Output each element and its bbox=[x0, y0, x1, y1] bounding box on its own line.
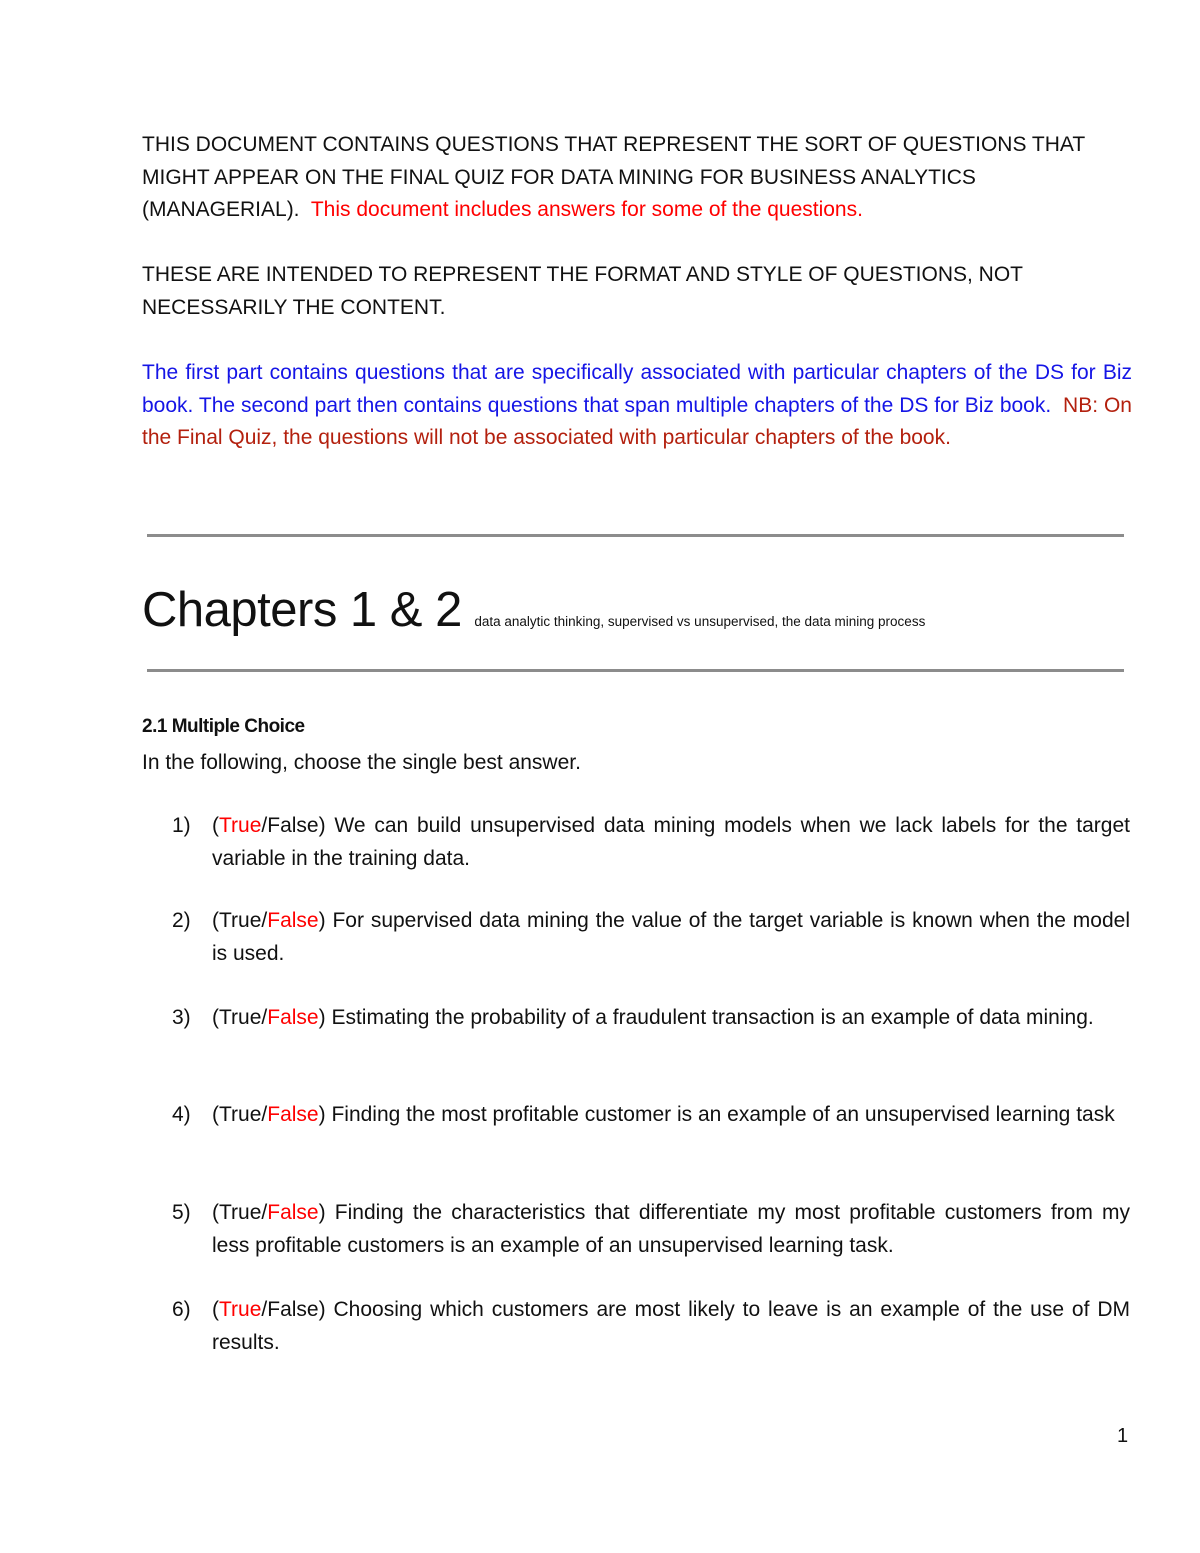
question-number: 4) bbox=[172, 1103, 191, 1126]
intro-paragraph bbox=[142, 129, 1132, 227]
option-separator: / bbox=[261, 1201, 268, 1224]
intro-text: THIS DOCUMENT CONTAINS QUESTIONS THAT REPRESENT THE SORT OF QUESTIONS THAT MIGHT APPEAR ON THE FINAL QUIZ FOR DATA MINING FOR BUSINESS ANALYTICS (MANAGERIAL). bbox=[142, 133, 1085, 221]
option-true: True bbox=[219, 1103, 262, 1126]
option-false: False bbox=[267, 909, 319, 932]
parts-note: The first part contains questions that are specifically associated with particular chapters of the DS for Biz book. The second part then contains questions that span multiple chapters of the DS for Biz book. bbox=[142, 361, 1132, 417]
option-separator: / bbox=[261, 1103, 268, 1126]
question-item bbox=[172, 1002, 1130, 1035]
option-separator: / bbox=[261, 909, 268, 932]
option-separator: / bbox=[261, 1298, 268, 1321]
question-text: For supervised data mining the value of the target variable is known when the model is used. bbox=[212, 909, 1130, 965]
option-false: False bbox=[267, 814, 319, 837]
nb-note: NB: On the Final Quiz, the questions will not be associated with particular chapters of the book. bbox=[142, 393, 1132, 449]
question-number: 5) bbox=[172, 1201, 191, 1224]
option-separator: / bbox=[261, 814, 268, 837]
chapter-heading bbox=[142, 582, 925, 638]
option-true: True bbox=[219, 814, 262, 837]
paren-open: ( bbox=[212, 1006, 219, 1029]
option-true: True bbox=[219, 909, 262, 932]
question-body bbox=[212, 1099, 1130, 1132]
question-body bbox=[212, 810, 1130, 875]
question-item bbox=[172, 1197, 1130, 1262]
paren-open: ( bbox=[212, 1103, 219, 1126]
option-true: True bbox=[219, 1006, 262, 1029]
question-text: Estimating the probability of a fraudulent transaction is an example of data mining. bbox=[331, 1006, 1094, 1029]
option-false: False bbox=[267, 1006, 319, 1029]
question-text: Finding the most profitable customer is an example of an unsupervised learning task bbox=[331, 1103, 1115, 1126]
question-number: 2) bbox=[172, 909, 191, 932]
question-body bbox=[212, 1002, 1130, 1035]
paren-close: ) bbox=[318, 1298, 326, 1321]
parts-paragraph bbox=[142, 357, 1132, 455]
divider-top bbox=[147, 534, 1124, 537]
paren-open: ( bbox=[212, 909, 219, 932]
format-note: THESE ARE INTENDED TO REPRESENT THE FORMAT AND STYLE OF QUESTIONS, NOT NECESSARILY THE CONTENT. bbox=[142, 263, 1023, 319]
paren-close: ) bbox=[318, 909, 326, 932]
page-number: 1 bbox=[1117, 1425, 1129, 1447]
question-body bbox=[212, 1294, 1130, 1359]
paren-close: ) bbox=[318, 814, 326, 837]
paren-close: ) bbox=[318, 1006, 326, 1029]
paren-open: ( bbox=[212, 1298, 219, 1321]
question-body bbox=[212, 905, 1130, 970]
section-title: 2.1 Multiple Choice bbox=[142, 716, 305, 737]
question-item bbox=[172, 905, 1130, 970]
option-false: False bbox=[267, 1201, 319, 1224]
question-text: Finding the characteristics that differentiate my most profitable customers from my less profitable customers is an example of an unsupervised learning task. bbox=[212, 1201, 1130, 1257]
section-intro: In the following, choose the single best answer. bbox=[142, 751, 581, 774]
question-number: 6) bbox=[172, 1298, 191, 1321]
question-text: Choosing which customers are most likely to leave is an example of the use of DM results. bbox=[212, 1298, 1130, 1354]
divider-bottom bbox=[147, 669, 1124, 672]
paren-close: ) bbox=[318, 1103, 326, 1126]
option-true: True bbox=[219, 1201, 262, 1224]
question-number: 3) bbox=[172, 1006, 191, 1029]
question-item bbox=[172, 1294, 1130, 1359]
question-number: 1) bbox=[172, 814, 191, 837]
chapter-subtitle: data analytic thinking, supervised vs unsupervised, the data mining process bbox=[474, 614, 926, 629]
chapter-title: Chapters 1 & 2 bbox=[142, 583, 462, 637]
question-item bbox=[172, 1099, 1130, 1132]
paren-open: ( bbox=[212, 1201, 219, 1224]
option-false: False bbox=[267, 1298, 319, 1321]
question-body bbox=[212, 1197, 1130, 1262]
paren-close: ) bbox=[318, 1201, 326, 1224]
option-separator: / bbox=[261, 1006, 268, 1029]
paren-open: ( bbox=[212, 814, 219, 837]
question-text: We can build unsupervised data mining models when we lack labels for the target variable in the training data. bbox=[212, 814, 1130, 870]
answers-note: This document includes answers for some of the questions. bbox=[310, 198, 863, 221]
option-true: True bbox=[219, 1298, 262, 1321]
question-item bbox=[172, 810, 1130, 875]
option-false: False bbox=[267, 1103, 319, 1126]
